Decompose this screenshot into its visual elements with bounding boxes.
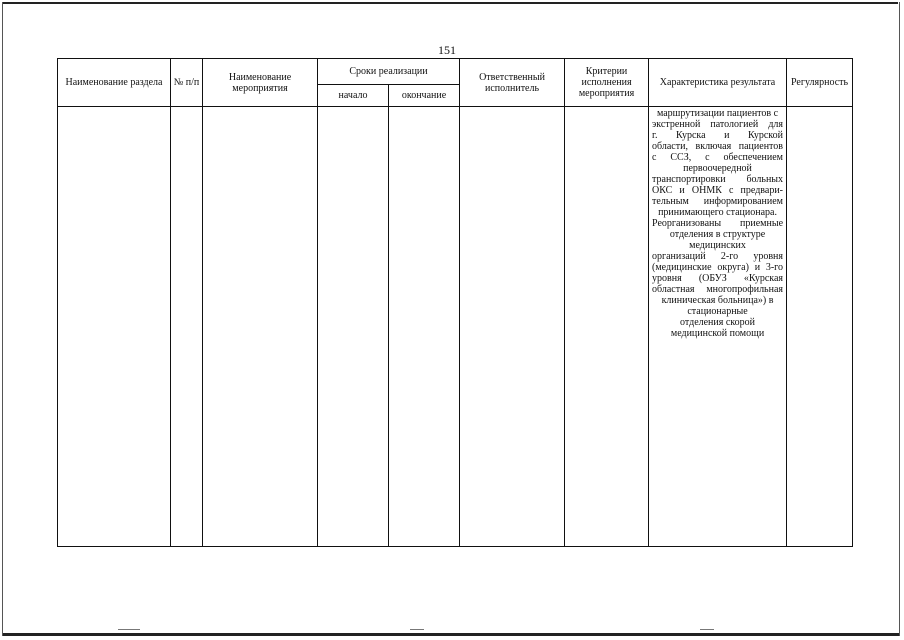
scan-border-top (2, 2, 898, 4)
page-number: 151 (438, 43, 456, 57)
header-timing-end: окончание (389, 85, 460, 107)
result-line: принимающего стационара. (658, 207, 777, 218)
header-timing-start: начало (318, 85, 389, 107)
cell-number (171, 107, 203, 547)
cell-responsible (460, 107, 565, 547)
result-line: организаций 2-го уровня (652, 251, 784, 262)
result-line: с ССЗ, с обеспечением (652, 152, 784, 163)
cell-timing-end (389, 107, 460, 547)
result-line: тельным информированием (652, 196, 784, 207)
header-activity-name: Наименование мероприятия (203, 59, 318, 107)
scan-mark (700, 629, 714, 630)
result-line: (медицинские округа) и 3-го (652, 262, 784, 273)
cell-timing-start (318, 107, 389, 547)
header-number: № п/п (171, 59, 203, 107)
scan-mark (118, 629, 140, 630)
scan-mark (410, 629, 424, 630)
header-result: Характеристика результата (649, 59, 787, 107)
scan-border-bottom (2, 633, 900, 636)
cell-criteria (565, 107, 649, 547)
result-line: клиническая больница») в (661, 295, 774, 306)
cell-section-name (58, 107, 171, 547)
result-line: области, включая пациентов (652, 141, 784, 152)
result-line: первоочередной (683, 163, 752, 174)
header-row-1 (58, 59, 853, 85)
result-line: стационарные (687, 306, 748, 317)
result-line: отделения скорой (680, 317, 756, 328)
result-line: транспортировки больных (652, 174, 784, 185)
result-line: областная многопрофильная (652, 284, 784, 295)
scan-border-right (899, 2, 900, 636)
cell-result (649, 107, 787, 547)
result-line: отделения в структуре (669, 229, 766, 240)
result-line: медицинской помощи (670, 328, 765, 339)
header-responsible: Ответственный исполнитель (460, 59, 565, 107)
result-line: экстренной патологией для (652, 119, 784, 130)
activity-table (57, 58, 853, 547)
header-regularity: Регулярность (787, 59, 853, 107)
result-line: г. Курска и Курской (652, 130, 784, 141)
table-row (58, 107, 853, 547)
header-criteria: Критерии исполнения мероприятия (565, 59, 649, 107)
header-section-name: Наименование раздела (58, 59, 171, 107)
result-line: Реорганизованы приемные (652, 218, 784, 229)
result-line: маршрутизации пациентов с (656, 108, 779, 119)
result-line: ОКС и ОНМК с предвари- (652, 185, 784, 196)
scan-border-left (2, 2, 3, 636)
result-line: уровня (ОБУЗ «Курская (652, 273, 784, 284)
result-line: медицинских (689, 240, 746, 251)
cell-regularity (787, 107, 853, 547)
cell-activity-name (203, 107, 318, 547)
header-timing-group: Сроки реализации (318, 59, 460, 85)
